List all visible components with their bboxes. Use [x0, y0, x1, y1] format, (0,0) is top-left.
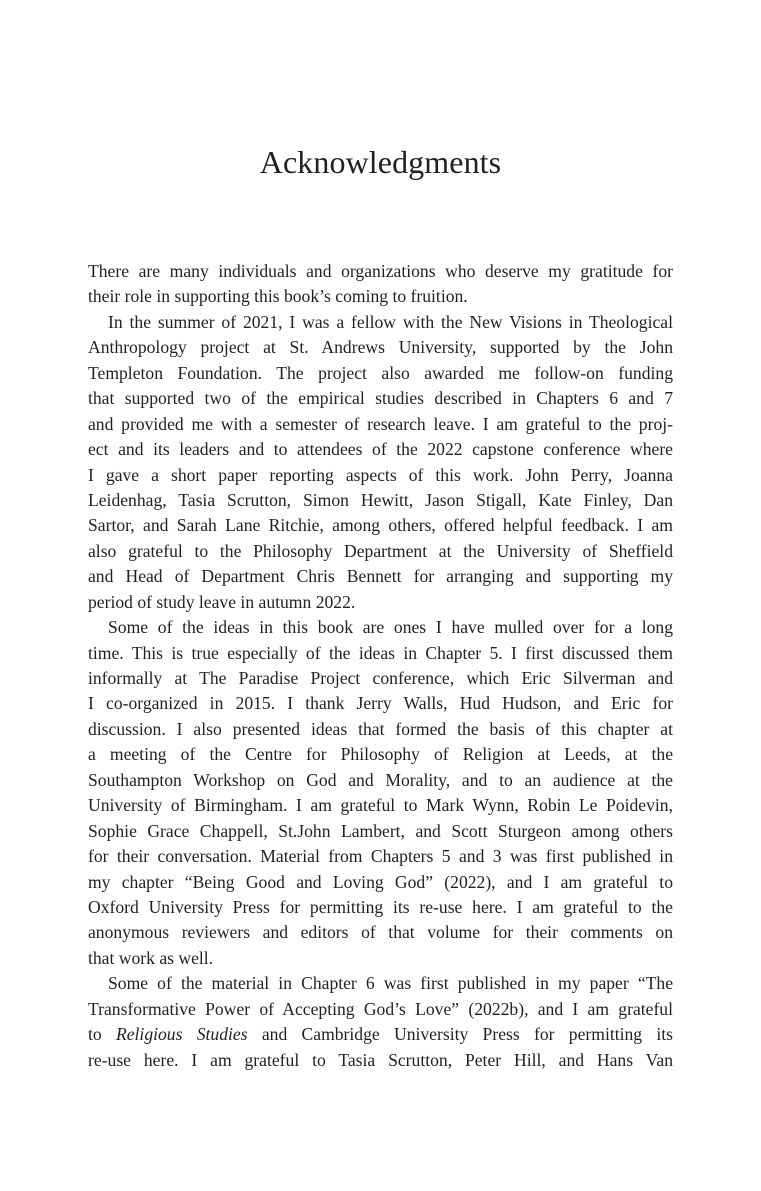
text-line: my chapter “Being Good and Loving God” (2022), and I am grateful to — [88, 871, 673, 892]
text-line: period of study leave in autumn 2022. — [88, 591, 356, 612]
text-line: informally at The Paradise Project conference, which Eric Silverman and — [88, 668, 673, 688]
text-line: Oxford University Press for permitting its re-use here. I am grateful to the — [88, 896, 673, 917]
text-line: that work as well. — [88, 947, 214, 968]
text-line: Leidenhag, Tasia Scrutton, Simon Hewitt, Jason Stigall, Kate Finley, Dan — [88, 489, 673, 510]
text-line: Transformative Power of Accepting God’s Love” (2022b), and I am grateful — [88, 998, 673, 1019]
text-line: Sartor, and Sarah Lane Ritchie, among others, offered helpful feedback. I am — [88, 515, 673, 536]
text-line: their role in supporting this book’s coming to fruition. — [88, 286, 468, 307]
text-segment: to — [88, 1024, 116, 1045]
paragraph — [88, 259, 673, 310]
text-line: Some of the ideas in this book are ones I have mulled over for a long — [108, 617, 673, 638]
text-line: I co-organized in 2015. I thank Jerry Walls, Hud Hudson, and Eric for — [88, 693, 673, 714]
text-line: Southampton Workshop on God and Morality, and to an audience at the — [88, 769, 673, 790]
text-line: for their conversation. Material from Chapters 5 and 3 was first published in — [88, 846, 673, 867]
text-line: and Head of Department Chris Bennett for arranging and supporting my — [88, 566, 673, 587]
text-line: There are many individuals and organizations who deserve my gratitude for — [88, 261, 673, 281]
text-line: that supported two of the empirical studies described in Chapters 6 and 7 — [88, 388, 673, 409]
text-line — [88, 1022, 673, 1047]
text-line: Sophie Grace Chappell, St.John Lambert, and Scott Sturgeon among others — [88, 820, 673, 841]
text-line: Some of the material in Chapter 6 was first published in my paper “The — [108, 973, 673, 994]
acknowledgments-body — [88, 259, 673, 1073]
paragraph — [88, 615, 673, 971]
text-line: a meeting of the Centre for Philosophy of Religion at Leeds, at the — [88, 744, 673, 765]
text-line: discussion. I also presented ideas that formed the basis of this chapter at — [88, 718, 673, 739]
text-line: Templeton Foundation. The project also awarded me follow-on funding — [88, 362, 673, 383]
page-title: Acknowledgments — [259, 144, 502, 180]
text-line: also grateful to the Philosophy Department at the University of Sheffield — [88, 540, 673, 561]
text-line: re-use here. I am grateful to Tasia Scrutton, Peter Hill, and Hans Van — [88, 1049, 673, 1070]
text-line: I gave a short paper reporting aspects of this work. John Perry, Joanna — [88, 464, 673, 485]
text-line: time. This is true especially of the ideas in Chapter 5. I first discussed them — [88, 642, 673, 663]
text-line: University of Birmingham. I am grateful to Mark Wynn, Robin Le Poidevin, — [88, 795, 673, 816]
paragraph — [88, 310, 673, 615]
text-line: and provided me with a semester of research leave. I am grateful to the proj- — [88, 413, 673, 434]
text-segment: and Cambridge University Press for permitting its — [247, 1024, 673, 1045]
paragraph — [88, 971, 673, 1073]
text-line: In the summer of 2021, I was a fellow with the New Visions in Theological — [108, 311, 673, 332]
text-line: ect and its leaders and to attendees of the 2022 capstone conference where — [88, 439, 673, 460]
italic-title: Religious Studies — [115, 1024, 248, 1045]
text-line: anonymous reviewers and editors of that volume for their comments on — [88, 922, 673, 943]
text-line: Anthropology project at St. Andrews University, supported by the John — [88, 337, 673, 358]
